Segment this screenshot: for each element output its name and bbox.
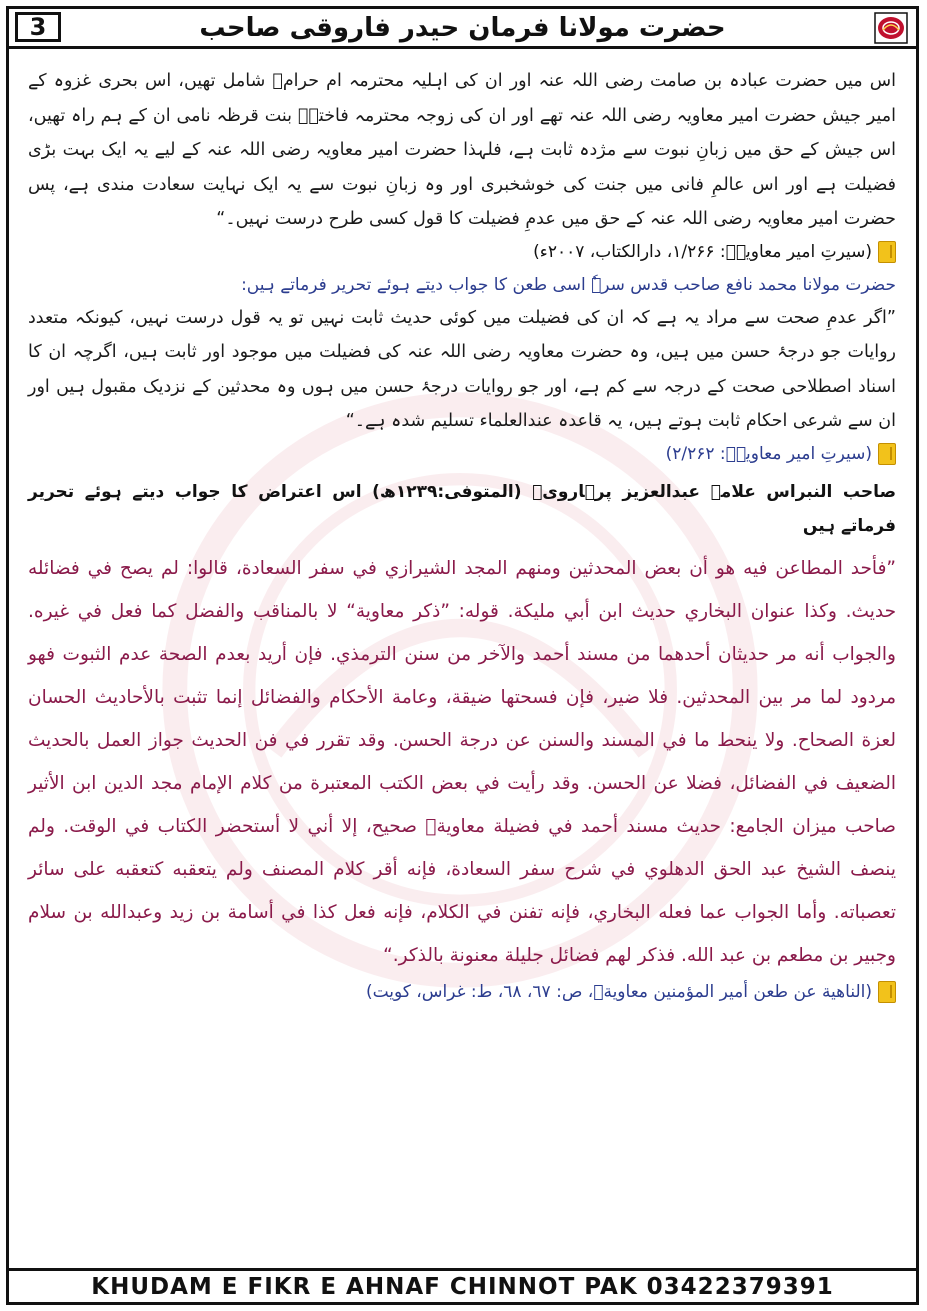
page-header (9, 9, 916, 49)
urdu-paragraph-1: اس میں حضرت عبادہ بن صامت رضی اللہ عنہ اور ان کی اہلیہ محترمہ ام حرامؓ شامل تھیں، اس بحری غزوہ کے امیر جیش حضرت امیر معاویہ رضی اللہ عنہ تھے اور ان کی زوجہ محترمہ فاختہؓ بنت قرظہ نامی ان کے ہم راہ تھیں، اس جیش کے حق میں زبانِ نبوت سے مژدہ ثابت ہے، فلہذا حضرت امیر معاویہ رضی اللہ عنہ کے لیے یہ ایک بہت بڑی فضیلت ہے اور اس عالمِ فانی میں جنت کی خوشخبری اور وہ زبانِ نبوت سے یہ ایک نہایت سعادت مندی ہے، پس حضرت امیر معاویہ رضی اللہ عنہ کے حق میں عدمِ فضیلت کا قول کسی طرح درست نہیں۔“ (28, 71, 896, 229)
reference-3-text: (الناهية عن طعن أمير المؤمنين معاويةؓ، ص: ٦٧، ٦٨، ط: غراس، كويت) (365, 981, 872, 1002)
reference-2 (28, 439, 896, 469)
intro-nafi: حضرت مولانا محمد نافع صاحب قدس سرہٗ اسی طعن کا جواب دیتے ہوئے تحریر فرماتے ہیں: (241, 274, 896, 295)
book-icon (878, 981, 896, 1003)
book-icon (878, 241, 896, 263)
reference-1 (28, 237, 896, 267)
urdu-paragraph-2: ”اگر عدمِ صحت سے مراد یہ ہے کہ ان کی فضیلت میں کوئی حدیث ثابت نہیں تو یہ قول درست نہیں، کیونکہ متعدد روایات جو درجۂ حسن میں ہیں، وہ حضرت معاویہ رضی اللہ عنہ کی فضیلت میں موجود اور ثابت ہیں، اگرچہ ان کا اسناد اصطلاحی صحت کے درجہ سے کم ہے، اور جو روایات درجۂ حسن میں ہوں وہ محدثین کے نزدیک مقبول ہیں اور ان سے شرعی احکام ثابت ہوتے ہیں، یہ قاعدہ عندالعلماء تسلیم شدہ ہے۔“ (28, 307, 896, 431)
reference-2-text: (سیرتِ امیر معاویہؓ: ۲/۲۶۲) (665, 443, 872, 464)
main-content (28, 64, 896, 1007)
page-title: حضرت مولانا فرمان حیدر فاروقی صاحب (199, 13, 726, 43)
reference-3 (28, 977, 896, 1007)
intro-nibras: صاحب النبراس علامہ عبدالعزیز پرہارویؒ (المتوفی:۱۲۳۹ھ) اس اعتراض کا جواب دیتے ہوئے تحریر فرماتے ہیں (28, 481, 896, 536)
emblem-logo-icon (874, 12, 908, 44)
page-footer: KHUDAM E FIKR E AHNAF CHINNOT PAK 03422379391 (9, 1268, 916, 1305)
page-number: 3 (15, 12, 61, 42)
reference-1-text: (سیرتِ امیر معاویہؓ: ۱/۲۶۶، دارالکتاب، ۲۰۰۷ء) (533, 241, 872, 262)
book-icon (878, 443, 896, 465)
arabic-quotation: ”فأحد المطاعن فيه هو أن بعض المحدثين ومنهم المجد الشيرازي في سفر السعادة، قالوا: لم يصح في فضائله حديث. وكذا عنوان البخاري حديث ابن أبي مليكة. قوله: ”ذكر معاوية“ لا بالمناقب والفضل كما فعل في غيره. والجواب أنه مر حديثان أحدهما من مسند أحمد والآخر من سنن الترمذي. فإن أريد بعدم الصحة عدم الثبوت فهو مردود لما مر بين المحدثين. فلا ضير، فإن فسحتها ضيقة، وعامة الأحكام والفضائل إنما تثبت بالأحاديث الحسان لعزة الصحاح. ولا ينحط ما في المسند والسنن عن درجة الحسن. وقد تقرر في فن الحديث جواز العمل بالحديث الضعيف في الفضائل، فضلا عن الحسن. وقد رأيت في بعض الكتب المعتبرة من كلام الإمام مجد الدين ابن الأثير صاحب ميزان الجامع: حديث مسند أحمد في فضيلة معاويةؓ صحيح، إلا أني لا أستحضر الكتاب في الوقت. ولم ينصف الشيخ عبد الحق الدهلوي في شرح سفر السعادة، فإنه أقر كلام المصنف ولم يتعقبه كتعقبه على سائر تعصباته. وأما الجواب عما فعله البخاري، فإنه تفنن في الكلام، فإنه فعل كذا في أسامة بن زيد وعبدالله بن سلام وجبير بن مطعم بن عبد الله. فذكر لهم فضائل جليلة معنونة بالذكر.“ (28, 557, 896, 966)
